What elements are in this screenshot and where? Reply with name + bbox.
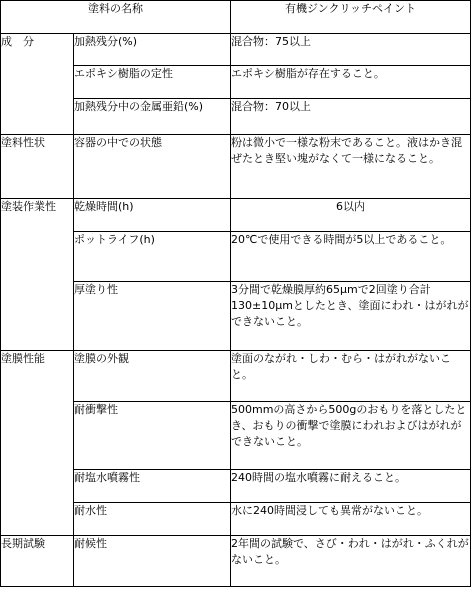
requirement-text: 2年間の試験で、さび・われ・はがれ・ふくれがないこと。 bbox=[231, 537, 469, 566]
table-row bbox=[1, 34, 471, 66]
requirement-cell bbox=[231, 402, 471, 470]
category-label: 長期試験 bbox=[1, 537, 45, 550]
requirement-cell bbox=[231, 66, 471, 99]
item-label: 加熱残分(%) bbox=[74, 35, 138, 48]
item-cell bbox=[74, 402, 231, 470]
requirement-text: 混合物：70以上 bbox=[231, 100, 311, 113]
requirement-cell bbox=[231, 503, 471, 536]
requirement-cell bbox=[231, 232, 471, 282]
requirement-cell bbox=[231, 135, 471, 199]
table-row bbox=[1, 199, 471, 232]
requirement-text: エポキシ樹脂が存在すること。 bbox=[231, 67, 385, 80]
requirement-cell bbox=[231, 470, 471, 503]
requirement-text: 塗面のながれ・しわ・むら・はがれがないこと。 bbox=[231, 352, 451, 381]
item-label: 乾燥時間(h) bbox=[74, 200, 134, 213]
item-cell bbox=[74, 199, 231, 232]
requirement-text: 粉は微小で一様な粉末であること。液はかき混ぜたとき堅い塊がなくて一様になること。 bbox=[231, 136, 462, 165]
table-row bbox=[1, 351, 471, 402]
requirement-text: 混合物：75以上 bbox=[231, 35, 311, 48]
requirement-cell bbox=[231, 536, 471, 587]
item-cell bbox=[74, 66, 231, 99]
requirement-cell bbox=[231, 199, 471, 232]
item-cell bbox=[74, 232, 231, 282]
requirement-text: 3分間で乾燥膜厚約65μmで2回塗り合計130±10μmとしたとき、塗面にわれ・はがれができないこと。 bbox=[231, 283, 469, 328]
category-label: 塗膜性能 bbox=[1, 352, 45, 365]
category-label: 塗装作業性 bbox=[1, 200, 56, 213]
item-label: 容器の中での状態 bbox=[74, 136, 162, 149]
header-product bbox=[231, 1, 471, 34]
item-label: 耐候性 bbox=[74, 537, 107, 550]
category-film bbox=[1, 351, 74, 536]
header-row bbox=[1, 1, 471, 34]
requirement-cell bbox=[231, 34, 471, 66]
header-product-text: 有機ジンクリッチペイント bbox=[284, 2, 417, 15]
item-label: 耐塩水噴霧性 bbox=[74, 471, 140, 484]
category-label: 塗料性状 bbox=[1, 136, 45, 149]
item-label: 耐衝撃性 bbox=[74, 403, 118, 416]
requirement-text: 20℃で使用できる時間が5以上であること。 bbox=[231, 233, 452, 246]
requirement-text: 6以内 bbox=[336, 200, 365, 213]
item-cell bbox=[74, 503, 231, 536]
category-workability bbox=[1, 199, 74, 351]
category-label: 成 分 bbox=[1, 35, 34, 48]
requirement-cell bbox=[231, 99, 471, 135]
item-label: 塗膜の外観 bbox=[74, 352, 129, 365]
header-paint-name-text: 塗料の名称 bbox=[88, 2, 143, 15]
item-cell bbox=[74, 282, 231, 351]
item-cell bbox=[74, 470, 231, 503]
item-label: 厚塗り性 bbox=[74, 283, 118, 296]
item-label: 耐水性 bbox=[74, 504, 107, 517]
requirement-text: 240時間の塩水噴霧に耐えること。 bbox=[231, 471, 406, 484]
table-row bbox=[1, 536, 471, 587]
item-label: ポットライフ(h) bbox=[74, 233, 155, 246]
item-label: エポキシ樹脂の定性 bbox=[74, 67, 173, 80]
header-paint-name bbox=[1, 1, 231, 34]
category-longterm bbox=[1, 536, 74, 587]
item-cell bbox=[74, 34, 231, 66]
requirement-cell bbox=[231, 282, 471, 351]
requirement-text: 水に240時間浸しても異常がないこと。 bbox=[231, 504, 428, 517]
item-cell bbox=[74, 536, 231, 587]
requirement-cell bbox=[231, 351, 471, 402]
item-cell bbox=[74, 135, 231, 199]
item-cell bbox=[74, 351, 231, 402]
table-row bbox=[1, 135, 471, 199]
category-container bbox=[1, 135, 74, 199]
category-component bbox=[1, 34, 74, 135]
item-label: 加熱残分中の金属亜鉛(%) bbox=[74, 100, 204, 113]
item-cell bbox=[74, 99, 231, 135]
requirement-text: 500mmの高さから500gのおもりを落としたとき、おもりの衝撃で塗膜にわれおよびはがれができないこと。 bbox=[231, 403, 467, 448]
